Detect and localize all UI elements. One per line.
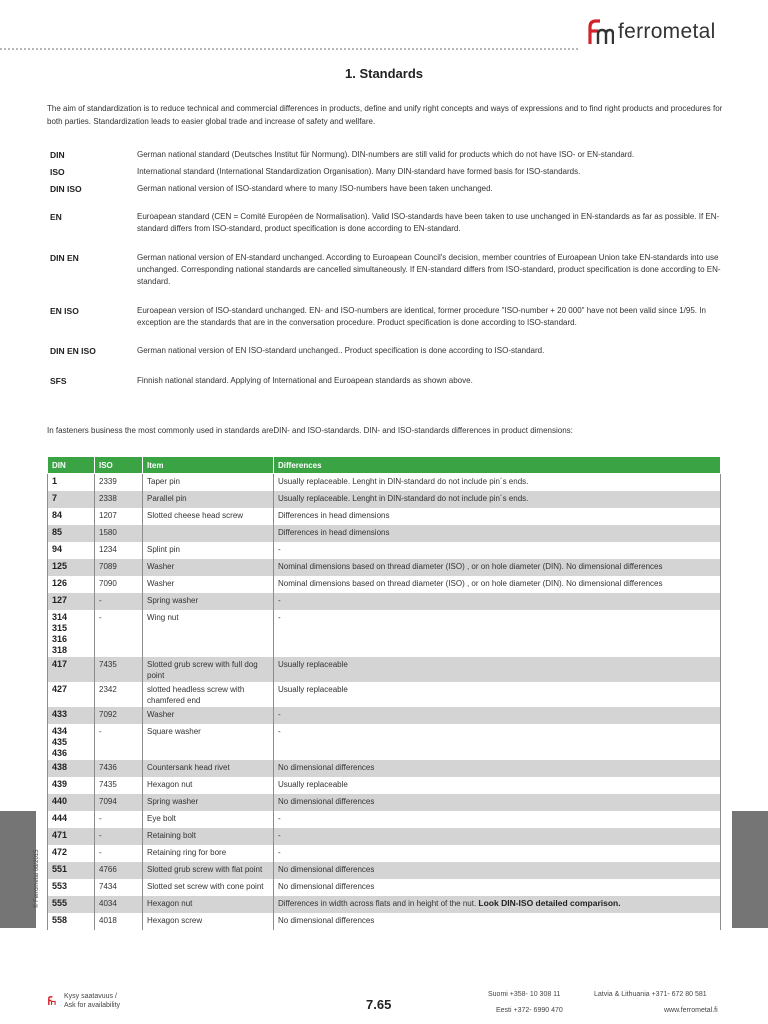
table-row xyxy=(48,682,721,707)
table-row xyxy=(48,896,721,913)
cell-differences-text: - xyxy=(278,813,281,823)
cell-iso xyxy=(95,777,143,794)
cell-iso-text: 7435 xyxy=(99,779,117,789)
cell-iso-text: 7436 xyxy=(99,762,117,772)
header-din: DIN xyxy=(48,457,95,474)
header-iso: ISO xyxy=(95,457,143,474)
cell-din xyxy=(48,474,95,491)
definition-term: DIN xyxy=(50,150,65,160)
detailed-comparison-reference: Look DIN-ISO detailed comparison. xyxy=(478,897,621,908)
cell-iso xyxy=(95,828,143,845)
cell-iso-text: - xyxy=(99,813,102,823)
cell-din xyxy=(48,508,95,525)
copyright-note: © Ferrometal 08/2015 xyxy=(34,849,40,908)
table-row xyxy=(48,593,721,610)
cell-iso xyxy=(95,845,143,862)
cell-item-text: Wing nut xyxy=(147,612,179,622)
cell-differences xyxy=(274,760,721,777)
header-item: Item xyxy=(143,457,274,474)
cell-iso xyxy=(95,559,143,576)
cell-iso xyxy=(95,542,143,559)
cell-din-text: 433 xyxy=(52,708,68,719)
definition-text: Euroapean standard (CEN = Comité Européen de Normalisation). Valid ISO-standards have been taken to use unchanged in EN-standards as far as possible. If EN-standard differs from ISO-standard, product specification is done according to EN-standard. xyxy=(137,212,720,233)
cell-differences xyxy=(274,707,721,724)
cell-din xyxy=(48,777,95,794)
cell-item xyxy=(143,576,274,593)
cell-differences-text: - xyxy=(278,612,281,622)
cell-iso-text: 7089 xyxy=(99,561,117,571)
cell-differences xyxy=(274,525,721,542)
cell-differences xyxy=(274,491,721,508)
cell-item xyxy=(143,682,274,707)
cell-differences xyxy=(274,542,721,559)
cell-item xyxy=(143,508,274,525)
sidebar-tab-right xyxy=(732,811,768,928)
definition-term: ISO xyxy=(50,167,65,177)
cell-item xyxy=(143,777,274,794)
cell-differences-text: - xyxy=(278,726,281,736)
din-iso-comparison-table xyxy=(47,456,721,930)
cell-differences xyxy=(274,913,721,930)
table-row xyxy=(48,794,721,811)
cell-differences xyxy=(274,657,721,682)
cell-differences-text: Usually replaceable. Lenght in DIN-standard do not include pin´s ends. xyxy=(278,477,529,486)
cell-din xyxy=(48,879,95,896)
cell-item-text: Eye bolt xyxy=(147,813,176,823)
cell-din xyxy=(48,525,95,542)
definition-text: German national version of EN-standard unchanged. According to Euroapean Council's decision, member countries of Euroapean Union take EN-standards into use unchanged. Corresponding national standards are cancelled simultaneously. If EN-standard differs from ISO-standard, product specification is done according to EN-standard. xyxy=(137,253,721,286)
cell-differences xyxy=(274,828,721,845)
definition-text: Euroapean version of ISO-standard unchanged. EN- and ISO-numbers are identical, former procedure "ISO-number + 20 000" have not been valid since 1/95. In exception are the standards that are in the conversation procedure. Product specification is done according to ISO-standard. xyxy=(137,306,706,327)
cell-differences xyxy=(274,794,721,811)
brand-name: ferrometal xyxy=(618,20,716,43)
cell-item-text: Retaining ring for bore xyxy=(147,847,227,857)
cell-iso-text: 1580 xyxy=(99,527,117,537)
cell-din xyxy=(48,828,95,845)
cell-item-text: Spring washer xyxy=(147,796,199,806)
table-row xyxy=(48,879,721,896)
cell-din xyxy=(48,657,95,682)
cell-differences xyxy=(274,576,721,593)
cell-item xyxy=(143,593,274,610)
cell-iso-text: 1207 xyxy=(99,510,117,520)
cell-iso xyxy=(95,811,143,828)
contact-latvia-lithuania: Latvia & Lithuania +371- 672 80 581 xyxy=(594,991,707,998)
header-differences: Differences xyxy=(274,457,721,474)
cell-din-text: 555 xyxy=(52,897,68,908)
cell-item-text: Slotted grub screw with flat point xyxy=(147,864,263,874)
definition-term: DIN ISO xyxy=(50,184,82,194)
cell-item xyxy=(143,760,274,777)
cell-iso xyxy=(95,862,143,879)
cell-differences-text: - xyxy=(278,544,281,554)
table-row xyxy=(48,777,721,794)
contact-eesti: Eesti +372- 6990 470 xyxy=(496,1007,563,1014)
cell-differences xyxy=(274,845,721,862)
cell-din xyxy=(48,862,95,879)
cell-item xyxy=(143,559,274,576)
cell-din-text: 1 xyxy=(52,476,58,486)
cell-iso-text: 7434 xyxy=(99,881,117,891)
page-number: 7.65 xyxy=(366,997,392,1012)
table-body xyxy=(48,474,721,930)
website-link[interactable]: www.ferrometal.fi xyxy=(664,1007,718,1014)
cell-iso xyxy=(95,576,143,593)
cell-differences xyxy=(274,593,721,610)
cell-iso-text: 4766 xyxy=(99,864,117,874)
cell-din-text: 7 xyxy=(52,492,58,503)
cell-din xyxy=(48,542,95,559)
cell-din-text: 471 xyxy=(52,829,68,840)
cell-din-text: 434 435 436 xyxy=(52,725,68,758)
cell-item-text: Taper pin xyxy=(147,477,180,486)
table-row xyxy=(48,474,721,491)
cell-differences-text: No dimensional differences xyxy=(278,915,375,925)
cell-din xyxy=(48,682,95,707)
cell-differences-text: No dimensional differences xyxy=(278,762,375,772)
cell-din xyxy=(48,491,95,508)
definition-text: German national version of ISO-standard where to many ISO-numbers have been taken unchanged. xyxy=(137,184,493,193)
table-header-row xyxy=(48,457,721,474)
cell-item-text: Slotted cheese head screw xyxy=(147,510,244,520)
cell-iso-text: 2342 xyxy=(99,684,117,694)
cell-differences-text: - xyxy=(278,595,281,605)
cell-differences-text: No dimensional differences xyxy=(278,881,375,891)
cell-din-text: 438 xyxy=(52,761,68,772)
cell-item xyxy=(143,724,274,760)
table-row xyxy=(48,724,721,760)
cell-iso xyxy=(95,794,143,811)
brand-logo xyxy=(586,18,716,46)
cell-differences-text: - xyxy=(278,709,281,719)
cell-differences-text: Nominal dimensions based on thread diameter (ISO) , or on hole diameter (DIN). No dimensional differences xyxy=(278,578,663,588)
cell-din-text: 427 xyxy=(52,683,68,694)
ask-availability xyxy=(64,992,120,1010)
cell-item-text: Slotted set screw with cone point xyxy=(147,881,264,891)
cell-differences-text: - xyxy=(278,830,281,840)
cell-iso-text: 7092 xyxy=(99,709,117,719)
table-row xyxy=(48,707,721,724)
cell-differences xyxy=(274,862,721,879)
cell-iso xyxy=(95,707,143,724)
cell-din-text: 417 xyxy=(52,658,68,669)
cell-din xyxy=(48,610,95,657)
page-title: 1. Standards xyxy=(344,66,424,81)
cell-item xyxy=(143,491,274,508)
cell-iso-text: - xyxy=(99,726,102,736)
cell-din-text: 126 xyxy=(52,577,68,588)
cell-din-text: 94 xyxy=(52,543,63,554)
cell-item-text: Parallel pin xyxy=(147,493,187,503)
cell-differences xyxy=(274,777,721,794)
cell-din-text: 551 xyxy=(52,863,68,874)
cell-iso-text: 4018 xyxy=(99,915,117,925)
cell-iso xyxy=(95,491,143,508)
cell-din-text: 553 xyxy=(52,880,68,891)
intro-paragraph: The aim of standardization is to reduce technical and commercial differences in products, define and unify right concepts and ways of expressions and to find right products and procedures for both parties. Standardization leads to easier global trade and increase of safety and wellfare. xyxy=(47,104,723,126)
table-row xyxy=(48,491,721,508)
cell-differences-text: Usually replaceable xyxy=(278,659,348,669)
definition-term: SFS xyxy=(50,376,67,386)
cell-item-text: Washer xyxy=(147,561,175,571)
table-row xyxy=(48,760,721,777)
table-lead-text: In fasteners business the most commonly used in standards areDIN- and ISO-standards. DIN- and ISO-standards differences in product dimensions: xyxy=(47,426,573,435)
cell-differences-text: No dimensional differences xyxy=(278,796,375,806)
cell-iso-text: 2338 xyxy=(99,493,117,503)
table-row xyxy=(48,525,721,542)
cell-din xyxy=(48,811,95,828)
cell-iso-text: - xyxy=(99,595,102,605)
cell-differences xyxy=(274,474,721,491)
definition-term: DIN EN ISO xyxy=(50,346,96,356)
cell-iso xyxy=(95,760,143,777)
cell-iso-text: 1234 xyxy=(99,544,117,554)
table-row xyxy=(48,576,721,593)
cell-iso xyxy=(95,610,143,657)
cell-differences xyxy=(274,682,721,707)
table-row xyxy=(48,811,721,828)
cell-iso-text: - xyxy=(99,612,102,622)
cell-iso-text: - xyxy=(99,830,102,840)
ferrometal-small-logo-icon xyxy=(47,996,56,1005)
cell-din xyxy=(48,559,95,576)
cell-din xyxy=(48,760,95,777)
cell-item-text: Retaining bolt xyxy=(147,830,196,840)
cell-differences-text: Differences in head dimensions xyxy=(278,510,390,520)
cell-item xyxy=(143,896,274,913)
cell-differences-text: Usually replaceable. Lenght in DIN-standard do not include pin´s ends. xyxy=(278,493,529,503)
cell-din-text: 127 xyxy=(52,594,68,605)
table-row xyxy=(48,559,721,576)
contact-suomi: Suomi +358- 10 308 11 xyxy=(488,991,561,998)
cell-din xyxy=(48,707,95,724)
table-row xyxy=(48,508,721,525)
cell-differences xyxy=(274,724,721,760)
cell-item-text: Hexagon nut xyxy=(147,898,193,908)
cell-item xyxy=(143,862,274,879)
cell-din xyxy=(48,913,95,930)
cell-din-text: 472 xyxy=(52,846,68,857)
cell-item xyxy=(143,794,274,811)
cell-din xyxy=(48,794,95,811)
cell-iso xyxy=(95,879,143,896)
cell-din-text: 84 xyxy=(52,509,63,520)
cell-din-text: 439 xyxy=(52,778,68,789)
cell-item xyxy=(143,913,274,930)
cell-item xyxy=(143,707,274,724)
cell-iso-text: 7435 xyxy=(99,659,117,669)
table-row xyxy=(48,610,721,657)
table-row xyxy=(48,913,721,930)
cell-iso xyxy=(95,724,143,760)
cell-item xyxy=(143,811,274,828)
cell-differences xyxy=(274,559,721,576)
ask-line-2: Ask for availability xyxy=(64,1002,121,1009)
cell-item xyxy=(143,657,274,682)
cell-item-text: Hexagon nut xyxy=(147,779,193,789)
cell-din-text: 440 xyxy=(52,795,68,806)
cell-differences-text: Nominal dimensions based on thread diameter (ISO) , or on hole diameter (DIN). No dimensional differences xyxy=(278,561,663,571)
cell-iso xyxy=(95,593,143,610)
definition-text: Finnish national standard. Applying of International and Euroapean standards as shown above. xyxy=(137,376,473,385)
cell-item-text: Splint pin xyxy=(147,544,180,554)
cell-iso xyxy=(95,896,143,913)
cell-iso xyxy=(95,913,143,930)
definition-term: EN xyxy=(50,212,62,222)
definition-text: German national version of EN ISO-standard unchanged.. Product specification is done according to ISO-standard. xyxy=(137,346,545,355)
cell-differences xyxy=(274,610,721,657)
cell-iso xyxy=(95,525,143,542)
cell-item-text: Hexagon screw xyxy=(147,915,203,925)
table-row xyxy=(48,845,721,862)
cell-din xyxy=(48,576,95,593)
cell-item-text: Countersank head rivet xyxy=(147,762,230,772)
cell-din xyxy=(48,845,95,862)
cell-differences-text: Usually replaceable xyxy=(278,779,348,789)
cell-din-text: 85 xyxy=(52,526,63,537)
cell-item xyxy=(143,879,274,896)
cell-differences xyxy=(274,896,721,913)
cell-iso-text: 7090 xyxy=(99,578,117,588)
sidebar-tab-left xyxy=(0,811,36,928)
cell-iso xyxy=(95,508,143,525)
definition-text: International standard (International Standardization Organisation). Many DIN-standard have formed basis for ISO-standards. xyxy=(137,167,581,176)
cell-din xyxy=(48,724,95,760)
cell-differences-text: Differences in head dimensions xyxy=(278,527,390,537)
table-row xyxy=(48,862,721,879)
table-row xyxy=(48,542,721,559)
cell-item xyxy=(143,525,274,542)
definition-term: EN ISO xyxy=(50,306,79,316)
cell-item-text: slotted headless screw with chamfered end xyxy=(147,684,245,705)
cell-differences xyxy=(274,879,721,896)
cell-item xyxy=(143,828,274,845)
cell-din-text: 125 xyxy=(52,560,68,571)
cell-iso-text: 7094 xyxy=(99,796,117,806)
cell-differences-text: Differences in width across flats and in height of the nut. xyxy=(278,898,477,908)
cell-differences-text: - xyxy=(278,847,281,857)
cell-item-text: Washer xyxy=(147,709,175,719)
definition-term: DIN EN xyxy=(50,253,79,263)
cell-din-text: 558 xyxy=(52,914,68,925)
cell-differences xyxy=(274,811,721,828)
cell-iso xyxy=(95,657,143,682)
cell-item xyxy=(143,610,274,657)
cell-iso xyxy=(95,682,143,707)
cell-item-text: Washer xyxy=(147,578,175,588)
cell-iso-text: - xyxy=(99,847,102,857)
cell-differences-text: Usually replaceable xyxy=(278,684,348,694)
ask-line-1: Kysy saatavuus / xyxy=(64,993,117,1000)
definition-text: German national standard (Deutsches Institut für Normung). DIN-numbers are still valid for products which do not have ISO- or EN-standard. xyxy=(137,150,635,159)
header-dotted-rule xyxy=(0,48,578,50)
cell-din xyxy=(48,593,95,610)
cell-differences xyxy=(274,508,721,525)
cell-item-text: Square washer xyxy=(147,726,201,736)
cell-item xyxy=(143,542,274,559)
cell-item-text: Spring washer xyxy=(147,595,199,605)
ferrometal-logo-icon xyxy=(586,18,614,46)
cell-din-text: 444 xyxy=(52,812,68,823)
cell-din xyxy=(48,896,95,913)
cell-item-text: Slotted grub screw with full dog point xyxy=(147,659,258,680)
cell-differences-text: No dimensional differences xyxy=(278,864,375,874)
table-row xyxy=(48,657,721,682)
cell-iso xyxy=(95,474,143,491)
cell-din-text: 314 315 316 318 xyxy=(52,611,68,655)
cell-iso-text: 2339 xyxy=(99,477,117,486)
cell-item xyxy=(143,474,274,491)
table-row xyxy=(48,828,721,845)
cell-iso-text: 4034 xyxy=(99,898,117,908)
cell-item xyxy=(143,845,274,862)
